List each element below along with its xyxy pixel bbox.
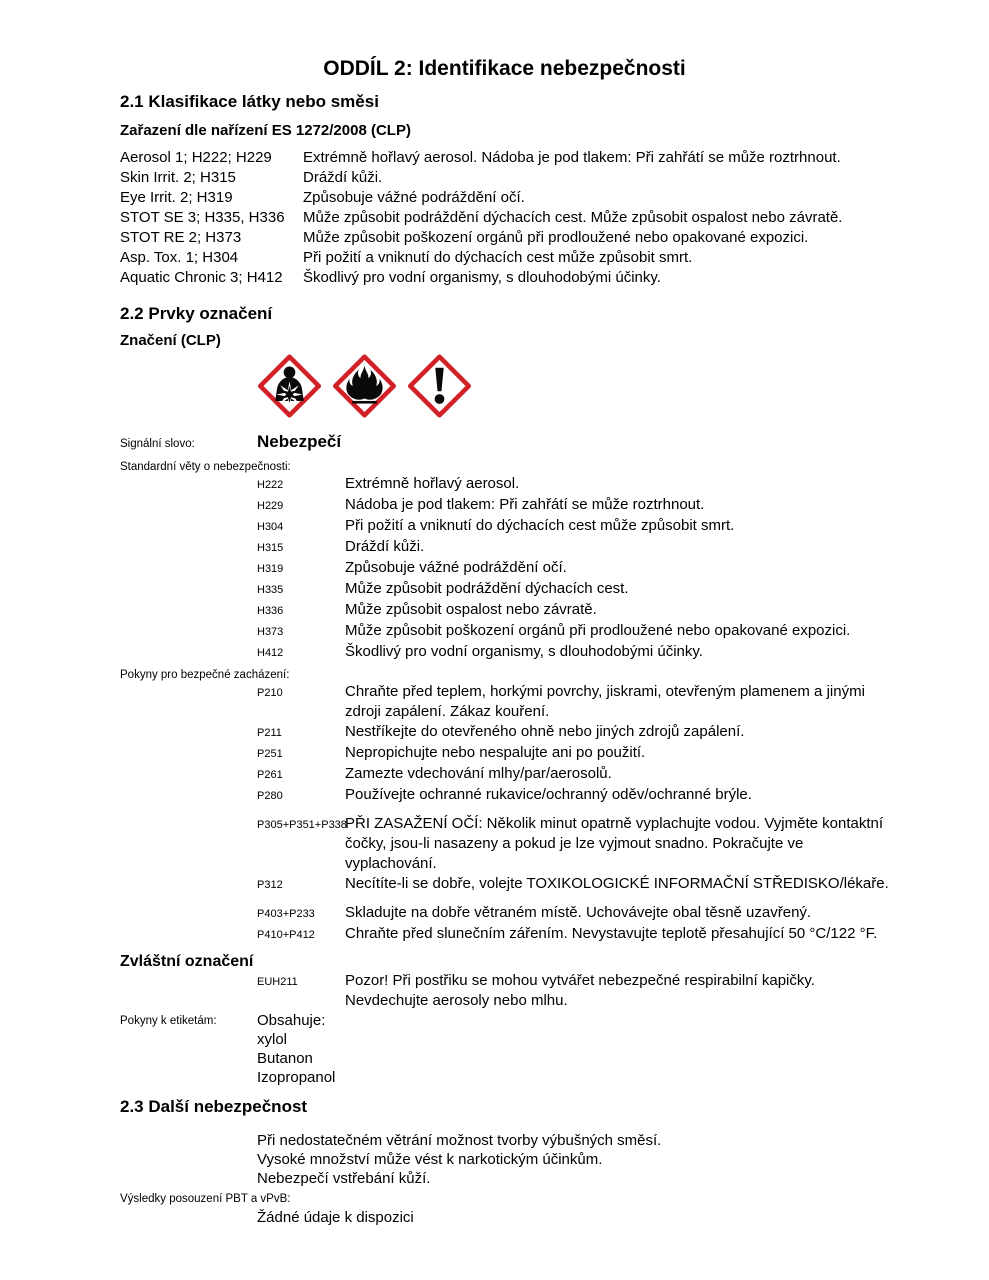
- precautionary-statement-row: [120, 874, 889, 895]
- p-code: P280: [257, 790, 283, 802]
- hazard-statement-row: [120, 474, 889, 495]
- hazard-class: Eye Irrit. 2; H319: [120, 189, 233, 206]
- contains-block: [257, 1011, 335, 1087]
- hazard-statement-row: [120, 537, 889, 558]
- precautionary-statement-row: [120, 682, 889, 722]
- h-text: Při požití a vniknutí do dýchacích cest může způsobit smrt.: [345, 517, 735, 534]
- h-code: H222: [257, 479, 284, 491]
- precautionary-statement-row: [120, 903, 889, 924]
- signal-word-label: Signální slovo:: [120, 438, 195, 450]
- h-code: H319: [257, 563, 284, 575]
- p-text: Zamezte vdechování mlhy/par/aerosolů.: [345, 765, 612, 782]
- precautionary-statement-row: [120, 764, 889, 785]
- p-text: Skladujte na dobře větraném místě. Uchovávejte obal těsně uzavřený.: [345, 904, 812, 921]
- hazard-statement-row: [120, 621, 889, 642]
- section-2-3-heading: 2.3 Další nebezpečnost: [120, 1097, 308, 1116]
- precautionary-statement-row: [120, 743, 889, 764]
- h-code: H304: [257, 521, 284, 533]
- hazard-class-statement: Způsobuje vážné podráždění očí.: [303, 189, 525, 206]
- ghs07-exclamation-icon: [407, 352, 472, 420]
- contains-item: Butanon: [257, 1050, 313, 1067]
- hazard-statement-row: [120, 600, 889, 621]
- section-2-1-heading: 2.1 Klasifikace látky nebo směsi: [120, 92, 379, 111]
- precautionary-statements-label: Pokyny pro bezpečné zacházení:: [120, 669, 290, 681]
- p-code: P211: [257, 727, 282, 739]
- precautionary-statement-row: [120, 722, 889, 743]
- precautionary-statement-row: [120, 924, 889, 945]
- classification-row: [120, 268, 889, 288]
- page-title: ODDÍL 2: Identifikace nebezpečnosti: [323, 57, 686, 80]
- h-text: Dráždí kůži.: [345, 538, 425, 555]
- hazard-class-statement: Může způsobit poškození orgánů při prodloužené nebo opakované expozici.: [303, 229, 809, 246]
- h-code: H335: [257, 584, 284, 596]
- p-code: P305+P351+P338: [257, 819, 347, 831]
- hazard-class-statement: Škodlivý pro vodní organismy, s dlouhodobými účinky.: [303, 269, 661, 286]
- p-code: P403+P233: [257, 908, 315, 920]
- contains-heading: Obsahuje:: [257, 1012, 326, 1029]
- special-labelling-heading: Zvláštní označení: [120, 953, 254, 970]
- p-text: Necítíte-li se dobře, volejte TOXIKOLOGICKÉ INFORMAČNÍ STŘEDISKO/lékaře.: [345, 875, 889, 892]
- hazard-statement-row: [120, 558, 889, 579]
- classification-table: [120, 148, 889, 288]
- other-hazard-line: Vysoké množství může vést k narkotickým účinkům.: [257, 1151, 603, 1168]
- other-hazards-lines: [257, 1131, 889, 1188]
- classification-row: [120, 228, 889, 248]
- hazard-class-statement: Dráždí kůži.: [303, 169, 383, 186]
- classification-regulation-heading: Zařazení dle nařízení ES 1272/2008 (CLP): [120, 122, 411, 139]
- hazard-statements-label: Standardní věty o nebezpečnosti:: [120, 461, 291, 473]
- p-code: P312: [257, 879, 283, 891]
- hazard-class: Skin Irrit. 2; H315: [120, 169, 236, 186]
- classification-row: [120, 248, 889, 268]
- hazard-class-statement: Extrémně hořlavý aerosol. Nádoba je pod tlakem: Při zahřátí se může roztrhnout.: [303, 149, 841, 166]
- h-code: H373: [257, 626, 284, 638]
- euh-text: Pozor! Při postřiku se mohou vytvářet nebezpečné respirabilní kapičky. Nevdechujte aerosoly nebo mlhu.: [345, 972, 815, 1009]
- classification-row: [120, 148, 889, 168]
- contains-item: Izopropanol: [257, 1069, 336, 1086]
- contains-item: xylol: [257, 1031, 288, 1048]
- special-statements-list: [120, 971, 889, 1011]
- classification-row: [120, 168, 889, 188]
- precautionary-statement-row: [120, 785, 889, 806]
- hazard-class-statement: Při požití a vniknutí do dýchacích cest může způsobit smrt.: [303, 249, 693, 266]
- other-hazard-line: Nebezpečí vstřebání kůží.: [257, 1170, 431, 1187]
- hazard-statement-row: [120, 495, 889, 516]
- h-code: H229: [257, 500, 284, 512]
- h-code: H315: [257, 542, 284, 554]
- hazard-class: Asp. Tox. 1; H304: [120, 249, 239, 266]
- classification-row: [120, 188, 889, 208]
- pbt-assessment-label: Výsledky posouzení PBT a vPvB:: [120, 1193, 291, 1205]
- p-text: PŘI ZASAŽENÍ OČÍ: Několik minut opatrně vyplachujte vodou. Vyjměte kontaktní čočky, jsou-li nasazeny a pokud je lze vyjmout snadno. Pokračujte ve vyplachování.: [345, 815, 884, 872]
- h-text: Škodlivý pro vodní organismy, s dlouhodobými účinky.: [345, 643, 703, 660]
- hazard-class: Aerosol 1; H222; H229: [120, 149, 272, 166]
- signal-word-row: [120, 432, 889, 452]
- p-code: P251: [257, 748, 283, 760]
- p-text: Nepropichujte nebo nespalujte ani po použití.: [345, 744, 646, 761]
- special-statement-row: [120, 971, 889, 1011]
- p-code: P210: [257, 687, 283, 699]
- signal-word: Nebezpečí: [257, 432, 342, 451]
- other-hazard-line: Při nedostatečném větrání možnost tvorby výbušných směsí.: [257, 1132, 662, 1149]
- h-text: Může způsobit podráždění dýchacích cest.: [345, 580, 629, 597]
- label-instructions-label: Pokyny k etiketám:: [120, 1015, 217, 1027]
- p-code: P261: [257, 769, 283, 781]
- hazard-class: Aquatic Chronic 3; H412: [120, 269, 283, 286]
- ghs-pictograms: [257, 352, 889, 420]
- label-instructions-row: [120, 1011, 889, 1087]
- h-text: Může způsobit poškození orgánů při prodloužené nebo opakované expozici.: [345, 622, 851, 639]
- hazard-statements-list: [120, 474, 889, 663]
- precautionary-statement-row: [120, 814, 889, 874]
- hazard-statement-row: [120, 579, 889, 600]
- hazard-class: STOT SE 3; H335, H336: [120, 209, 285, 226]
- h-text: Způsobuje vážné podráždění očí.: [345, 559, 567, 576]
- hazard-statement-row: [120, 516, 889, 537]
- h-code: H412: [257, 647, 284, 659]
- ghs08-health-hazard-icon: [257, 352, 322, 420]
- euh-code: EUH211: [257, 976, 298, 988]
- p-text: Nestříkejte do otevřeného ohně nebo jiných zdrojů zapálení.: [345, 723, 745, 740]
- ghs02-flame-icon: [332, 352, 397, 420]
- h-text: Může způsobit ospalost nebo závratě.: [345, 601, 597, 618]
- hazard-class: STOT RE 2; H373: [120, 229, 242, 246]
- section-2-2-heading: 2.2 Prvky označení: [120, 304, 273, 323]
- p-text: Používejte ochranné rukavice/ochranný oděv/ochranné brýle.: [345, 786, 752, 803]
- p-text: Chraňte před slunečním zářením. Nevystavujte teplotě přesahující 50 °C/122 °F.: [345, 925, 878, 942]
- hazard-class-statement: Může způsobit podráždění dýchacích cest. Může způsobit ospalost nebo závratě.: [303, 209, 843, 226]
- classification-row: [120, 208, 889, 228]
- p-text: Chraňte před teplem, horkými povrchy, jiskrami, otevřeným plamenem a jinými zdroji zapálení. Zákaz kouření.: [345, 683, 865, 720]
- h-code: H336: [257, 605, 284, 617]
- hazard-statement-row: [120, 642, 889, 663]
- precautionary-statements-list: [120, 682, 889, 945]
- pbt-assessment-result: Žádné údaje k dispozici: [257, 1209, 414, 1226]
- p-code: P410+P412: [257, 929, 315, 941]
- labelling-clp-heading: Značení (CLP): [120, 332, 221, 349]
- h-text: Extrémně hořlavý aerosol.: [345, 475, 520, 492]
- h-text: Nádoba je pod tlakem: Při zahřátí se může roztrhnout.: [345, 496, 705, 513]
